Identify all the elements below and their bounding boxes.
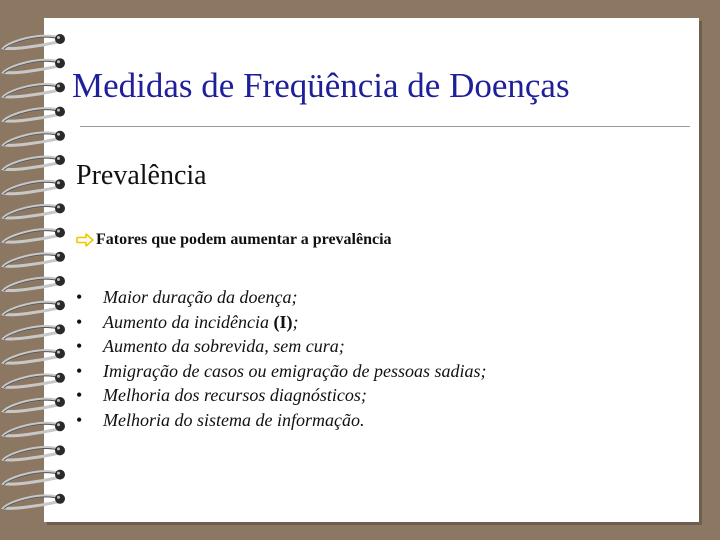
spiral-ring-icon [4, 228, 65, 243]
spiral-ring-icon [4, 179, 65, 194]
bullet-text: Aumento da sobrevida, sem cura; [103, 336, 345, 356]
spiral-ring-icon [4, 131, 65, 146]
title-divider [80, 126, 690, 127]
spiral-ring-icon [4, 300, 65, 315]
spiral-ring-icon [4, 397, 65, 412]
bullet-dot: • [76, 287, 83, 307]
bullet-text-part: Aumento da incidência [103, 311, 274, 332]
bullet-dot: • [76, 409, 83, 430]
bullet-text: Melhoria dos recursos diagnósticos; [103, 385, 367, 405]
bullet-text-bold: (I) [273, 311, 293, 332]
bullet-dot: • [76, 385, 83, 405]
spiral-ring-icon [4, 276, 65, 291]
spiral-ring-icon [4, 82, 65, 97]
bullet-dot: • [76, 336, 83, 356]
spiral-ring-icon [4, 34, 65, 49]
slide-title: Medidas de Freqüência de Doenças [72, 66, 570, 105]
spiral-ring-icon [4, 373, 65, 388]
bullet-text: Melhoria do sistema de informação. [103, 409, 365, 430]
bullet-text: Maior duração da doença; [103, 287, 298, 307]
bullet-text [103, 312, 298, 333]
spiral-ring-icon [4, 58, 65, 73]
spiral-ring-icon [4, 421, 65, 436]
spiral-ring-icon [4, 252, 65, 267]
arrow-item [76, 231, 392, 249]
spiral-ring-icon [4, 107, 65, 122]
spiral-ring-icon [4, 349, 65, 364]
arrow-item-text: Fatores que podem aumentar a prevalência [96, 231, 392, 248]
spiral-ring-icon [4, 470, 65, 485]
spiral-binding [0, 0, 83, 540]
spiral-ring-icon [4, 203, 65, 218]
bullet-text-part: ; [292, 311, 299, 332]
spiral-ring-icon [4, 494, 65, 509]
bullet-dot: • [76, 360, 83, 381]
slide-subtitle: Prevalência [76, 160, 207, 191]
spiral-ring-icon [4, 155, 65, 170]
spiral-ring-icon [4, 324, 65, 339]
bullet-text: Imigração de casos ou emigração de pessoas sadias; [103, 360, 487, 381]
hollow-arrow-icon [76, 233, 94, 247]
bullet-dot: • [76, 311, 83, 332]
spiral-ring-icon [4, 445, 65, 460]
